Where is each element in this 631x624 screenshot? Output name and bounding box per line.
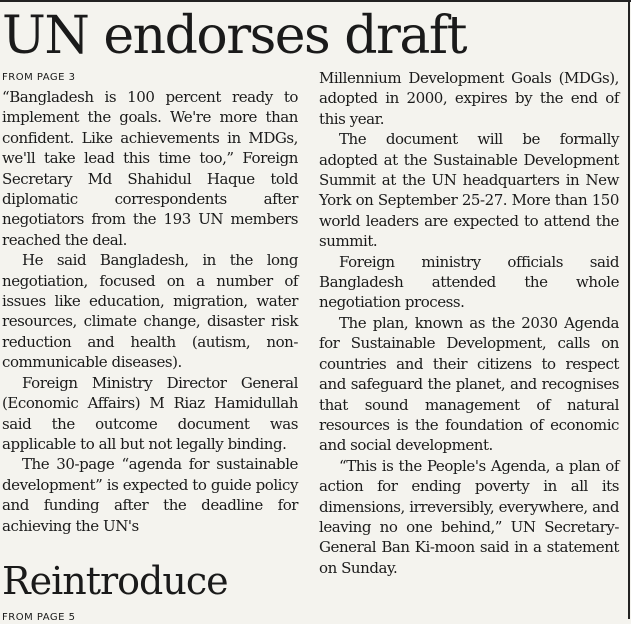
article-headline: UN endorses draft xyxy=(2,6,467,66)
paragraph-ministry-officials: Foreign ministry officials said Bangladesh attended the whole negotiation process. xyxy=(319,252,619,312)
paragraph-agenda-30-page: The 30-page “agenda for sustainable development” is expected to guide policy and funding after the deadline for achieving the UN's xyxy=(2,455,298,535)
paragraph-2030-agenda: The plan, known as the 2030 Agenda for Sustainable Development, calls on countries and their citizens to respect and safeguard the planet, and recognises that sound management of natural resources is the foundation of economic and social development. xyxy=(319,313,619,455)
right-column xyxy=(319,68,619,578)
paragraph-mdgs-continued: Millennium Development Goals (MDGs), adopted in 2000, expires by the end of this year. xyxy=(319,69,619,128)
paragraph-summit: The document will be formally adopted at the Sustainable Development Summit at the UN headquarters in New York on September 25-27. More than 150 world leaders are expected to attend the summit. xyxy=(319,130,619,251)
next-article-jump-line: FROM PAGE 5 xyxy=(2,612,76,623)
top-rule xyxy=(0,0,631,2)
paragraph-ban-ki-moon-quote: “This is the People's Agenda, a plan of action for ending poverty in all its dimensions, irreversibly, everywhere, and leaving no one behind,” UN Secretary-General Ban Ki-moon said in a statement on Sunday. xyxy=(319,456,619,577)
right-rule xyxy=(628,0,630,619)
paragraph-negotiation-issues: He said Bangladesh, in the long negotiation, focused on a number of issues like education, migration, water resources, climate change, disaster risk reduction and health (autism, non-communicable diseases). xyxy=(2,251,298,372)
paragraph-hamidullah: Foreign Ministry Director General (Economic Affairs) M Riaz Hamidullah said the outcome document was applicable to all but not legally binding. xyxy=(2,373,298,453)
left-column xyxy=(2,87,298,536)
paragraph-quote-haque: “Bangladesh is 100 percent ready to implement the goals. We're more than confident. Like achievements in MDGs, we'll take lead this time too,” Foreign Secretary Md Shahidul Haque told diplomatic correspondents after negotiators from the 193 UN members reached the deal. xyxy=(2,88,298,249)
next-article-headline: Reintroduce xyxy=(2,559,228,603)
jump-line: FROM PAGE 3 xyxy=(2,72,76,83)
